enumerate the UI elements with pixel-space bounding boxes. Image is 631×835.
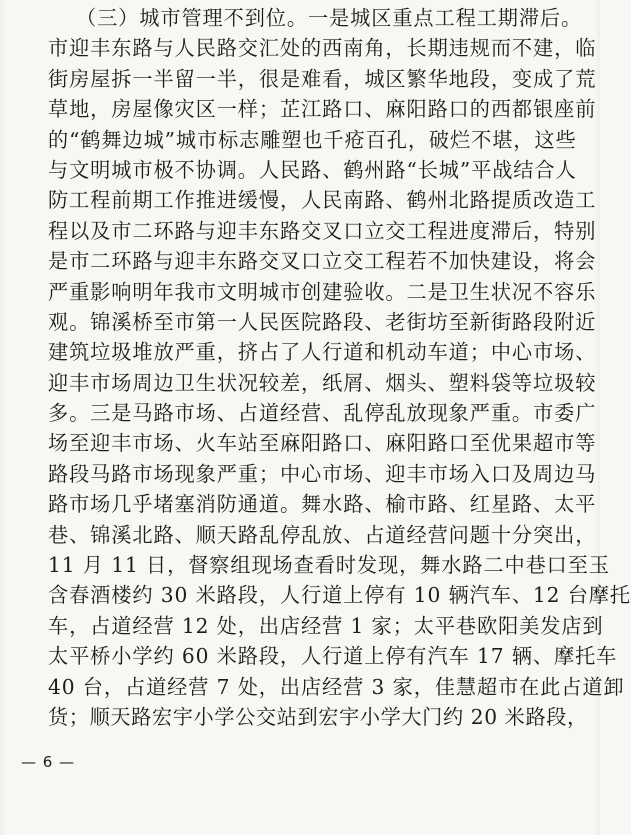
text-line: 草地，房屋像灾区一样；芷江路口、麻阳路口的西都银座前 bbox=[48, 97, 597, 122]
text-line: 含春酒楼约 30 米路段，人行道上停有 10 辆汽车、12 台摩托 bbox=[48, 583, 631, 608]
text-line: 街房屋拆一半留一半，很是难看，城区繁华地段，变成了荒 bbox=[48, 66, 597, 91]
text-line: 迎丰市场周边卫生状况较差，纸屑、烟头、塑料袋等垃圾较 bbox=[48, 370, 597, 395]
text-line: 巷、锦溪北路、顺天路乱停乱放、占道经营问题十分突出， bbox=[48, 522, 597, 547]
text-line: 的“鹤舞边城”城市标志雕塑也千疮百孔，破烂不堪，这些 bbox=[48, 127, 577, 152]
text-line: 程以及市二环路与迎丰东路交叉口立交工程进度滞后，特别 bbox=[48, 218, 597, 243]
text-line: 车，占道经营 12 处，出店经营 1 家；太平巷欧阳美发店到 bbox=[48, 613, 604, 638]
text-line: 防工程前期工作推进缓慢，人民南路、鹤州北路提质改造工 bbox=[48, 188, 597, 213]
text-line: 路段马路市场现象严重；中心市场、迎丰市场入口及周边马 bbox=[48, 461, 597, 486]
text-line: 货；顺天路宏宇小学公交站到宏宇小学大门约 20 米路段， bbox=[48, 704, 588, 729]
body-text bbox=[48, 3, 631, 732]
text-line: 建筑垃圾堆放严重，挤占了人行道和机动车道；中心市场、 bbox=[48, 340, 597, 365]
text-line: 市迎丰东路与人民路交汇处的西南角，长期违规而不建，临 bbox=[48, 36, 597, 61]
text-line: 是市二环路与迎丰东路交叉口立交工程若不加快建设，将会 bbox=[48, 249, 597, 274]
text-line: 40 台，占道经营 7 处，出店经营 3 家，佳慧超市在此占道卸 bbox=[48, 674, 625, 699]
text-line: 场至迎丰市场、火车站至麻阳路口、麻阳路口至优果超市等 bbox=[48, 431, 597, 456]
text-line: （三）城市管理不到位。一是城区重点工程工期滞后。 bbox=[76, 6, 583, 30]
text-line: 观。锦溪桥至市第一人民医院路段、老街坊至新街路段附近 bbox=[48, 309, 597, 334]
text-line: 路市场几乎堵塞消防通道。舞水路、榆市路、红星路、太平 bbox=[48, 492, 597, 517]
page-number: — 6 — bbox=[21, 753, 76, 771]
text-line: 与文明城市极不协调。人民路、鹤州路“长城”平战结合人 bbox=[48, 157, 577, 182]
text-line: 太平桥小学约 60 米路段，人行道上停有汽车 17 辆、摩托车 bbox=[48, 644, 618, 669]
text-line: 严重影响明年我市文明城市创建验收。二是卫生状况不容乐 bbox=[48, 279, 597, 304]
text-line: 11 月 11 日，督察组现场查看时发现，舞水路二中巷口至玉 bbox=[48, 553, 610, 578]
text-line: 多。三是马路市场、占道经营、乱停乱放现象严重。市委广 bbox=[48, 401, 597, 426]
